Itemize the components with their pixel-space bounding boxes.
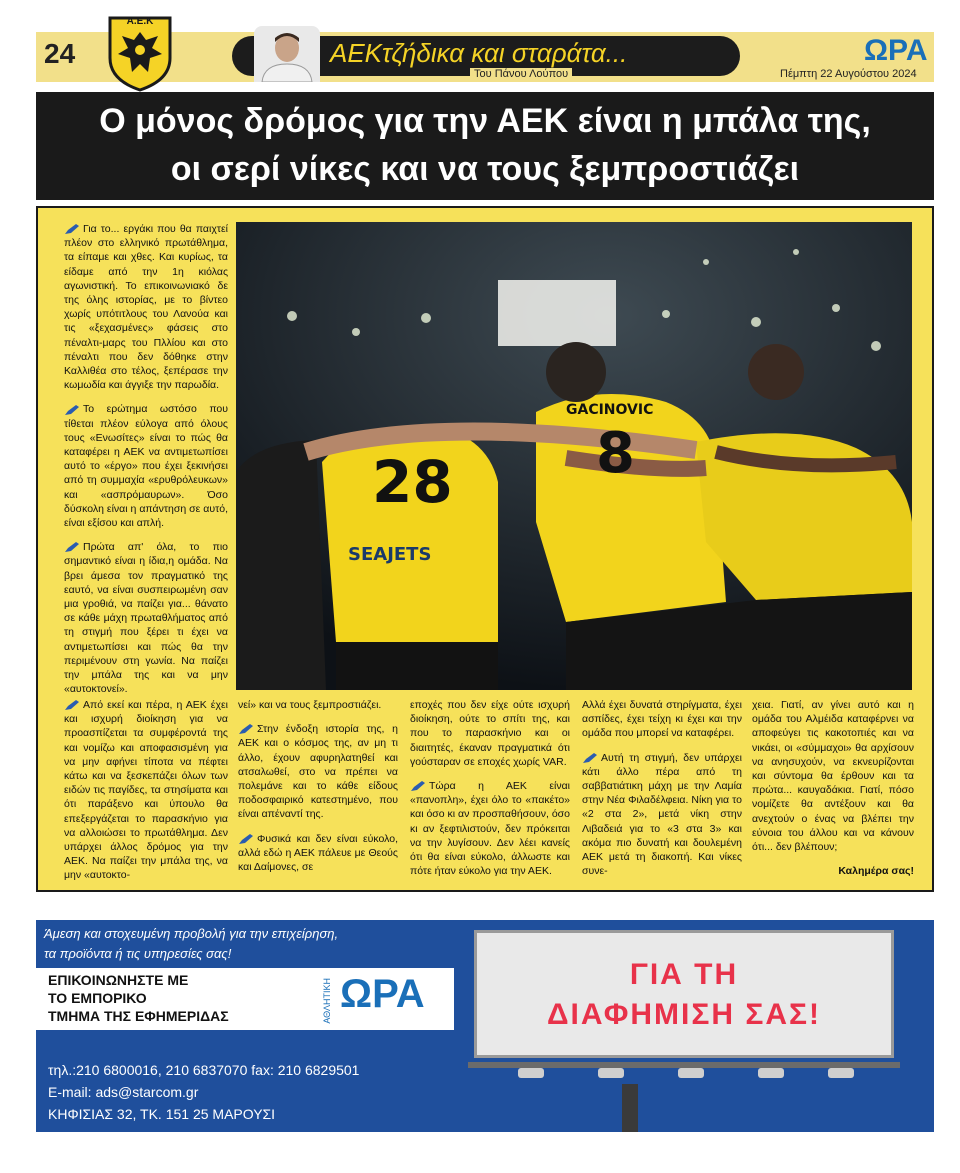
paragraph: χεια. Γιατί, αν γίνει αυτό και η ομάδα του Αλμέιδα καταφέρνει να αποφεύγει τις κακοτοπιές και να νικάει, οι «σύμμαχοι» θα αρχίσουν να ανησυχούν, να εκνευρίζονται και σύντομα θα έρθουν και τα πρώτα... καυγαδάκια. Γιατί, πόσο νομίζετε θα αντέξουν και θα ανεχτούν ο ένας να βλέπει την εύνοια του άλλου και να κάνουν ότι... δεν βλέπουν; (752, 699, 914, 854)
article-column-3 (410, 698, 570, 888)
team-huddle-photo (236, 222, 912, 690)
jersey-name: GACINOVIC (566, 402, 654, 418)
ad-contact-line-2: ΤΟ ΕΜΠΟΡΙΚΟ (48, 990, 147, 1006)
author-avatar (254, 26, 320, 82)
ad-phone: τηλ.:210 6800016, 210 6837070 fax: 210 6829501 (48, 1062, 360, 1078)
brand-logo: ΩΡΑ (864, 34, 928, 67)
sponsor-logo: SEAJETS (348, 544, 432, 565)
paragraph: Φυσικά και δεν είναι εύκολο, αλλά εδώ η ΑΕΚ πάλευε με Θεούς και Δαίμονες, σε (238, 832, 398, 874)
pen-icon (64, 404, 80, 416)
billboard-pole (622, 1084, 638, 1132)
headline-line-1: Ο μόνος δρόμος για την ΑΕΚ είναι η μπάλα της, (99, 102, 871, 140)
ad-brand-logo: ΩΡΑ (340, 972, 425, 1016)
signoff: Καλημέρα σας! (838, 865, 914, 878)
billboard-line-1: ΓΙΑ ΤΗ (629, 958, 739, 991)
article-column-1-bottom (64, 698, 228, 893)
pen-icon (410, 780, 426, 792)
jersey-number-28: 28 (372, 448, 453, 516)
issue-date: Πέμπτη 22 Αυγούστου 2024 (780, 68, 917, 80)
pen-icon (64, 223, 80, 235)
article-column-4 (582, 698, 742, 888)
billboard-line-2: ΔΙΑΦΗΜΙΣΗ ΣΑΣ! (546, 998, 822, 1031)
billboard (474, 930, 894, 1058)
article-column-5 (752, 698, 914, 888)
column-author: Του Πάνου Λούπου (470, 68, 572, 80)
pen-icon (238, 833, 254, 845)
ad-contact-line-3: ΤΜΗΜΑ ΤΗΣ ΕΦΗΜΕΡΙΔΑΣ (48, 1008, 229, 1024)
ad-address: ΚΗΦΙΣΙΑΣ 32, ΤΚ. 151 25 ΜΑΡΟΥΣΙ (48, 1106, 276, 1122)
paragraph: εποχές που δεν είχε ούτε ισχυρή διοίκηση, ούτε το σπίτι της, και που το παρασκήνιο και οι διαιτητές, έκαναν πραγματικά ότι γούσταραν σε εποχές χωρίς VAR. (410, 699, 570, 768)
article-column-2 (238, 698, 398, 884)
pen-icon (238, 723, 254, 735)
pen-icon (582, 752, 598, 764)
article-column-1-top (64, 222, 228, 707)
paragraph: Αλλά έχει δυνατά στηρίγματα, έχει ασπίδες, έχει τείχη κι έχει και την ομάδα που μπορεί να καταφέρει. (582, 699, 742, 740)
paragraph: Από εκεί και πέρα, η ΑΕΚ έχει και ισχυρή διοίκηση για να προασπίζεται τα συμφέροντά της και νομίζω και αποφασισμένη για να μην αφήνει τίποτα να πέφτει κάτω και να ξεσκεπάζει όλων των ειδών τις παγίδες, τα στησίματα και ότι παράξενο και ύπουλο θα επεξεργάζεται το παρασκήνιο για να αλλοιώσει το πρωτάθλημα. Δεν υπάρχει άλλος δρόμος για την ΑΕΚ. Να παίζει την μπάλα της, να μην «αυτοκτο- (64, 699, 228, 882)
column-title: ΑΕΚτζήδικα και σταράτα... (330, 38, 628, 68)
ad-contact-line-1: ΕΠΙΚΟΙΝΩΝΗΣΤΕ ΜΕ (48, 972, 189, 988)
ad-tagline-1: Άμεση και στοχευμένη προβολή για την επιχείρηση, (44, 926, 339, 941)
jersey-number-8: 8 (596, 421, 635, 486)
ad-logo-small: ΑΘΛΗΤΙΚΗ (322, 978, 332, 1024)
paragraph: Για το... εργάκι που θα παιχτεί πλέον στο ελληνικό πρωτάθλημα, τα είπαμε και χθες. Και κυρίως, τα είδαμε από την 1η κιόλας αγωνιστική. Το επικοινωνιακό δε της όλης ιστορίας, με το βίντεο χωρίς υπότιτλους του Λανούα και τις «ξεχασμένες» φάσεις στο πέναλτι-μαρς του Πλλίου και στο πέναλτι που δεν δόθηκε στην Καλλιθέα στο τέλος, ξεπέρασε την κωμωδία και άγγιξε την παρωδία. (64, 223, 228, 392)
paragraph: Πρώτα απ' όλα, το πιο σημαντικό είναι η ίδια,η ομάδα. Να βρει άμεσα τον πραγματικό της εαυτό, να είναι συσπειρωμένη σαν μια γροθιά, να παίζει για... θάνατο σε κάθε μάχη πρωταθλήματος από τη στιγμή που ξέρει τι έχει να αντιμετωπίσει και πώς θα την περιμένουν στη γωνία. Να παίζει την μπάλα της και να μην «αυτοκτονεί». (64, 541, 228, 696)
ad-email[interactable]: E-mail: ads@starcom.gr (48, 1084, 199, 1100)
headline-line-2: οι σερί νίκες και να τους ξεμπροστιάζει (170, 150, 800, 188)
paragraph: Το ερώτημα ωστόσο που τίθεται πλέον εύλογα από όλους τους «Ενωσίτες» είναι το πώς θα καταφέρει η ΑΕΚ να αντιμετωπίσει αυτό το «έργο» που έχει ξεκινήσει από τη συμμαχία «ερυθρόλευκων» και «ασπρόμαυρων». Όσο δύσκολη είναι η απάντηση σε αυτό, είναι εξίσου και απλή. (64, 403, 228, 530)
paragraph: Τώρα η ΑΕΚ είναι «πανοπλη», έχει όλο το «πακέτο» και όσο κι αν προσπαθήσουν, όσο κι αν ξεφτιλιστούν, δεν πρόκειται να την λυγίσουν. Δεν λέει κανείς ότι θα είναι εύκολο, άλλωστε και πότε ήταν εύκολο για την ΑΕΚ. (410, 780, 570, 878)
paragraph: Στην ένδοξη ιστορία της, η ΑΕΚ και ο κόσμος της, αν μη τι άλλο, έχουν αφυρηλατηθεί και ατσαλωθεί, στο να πρέπει να πολεμάνε και το κάθε είδους ποδοσφαιρικό κατεστημένο, που είναι απέναντί της. (238, 723, 398, 821)
billboard-lights-icon (468, 1060, 900, 1084)
ad-tagline-2: τα προϊόντα ή τις υπηρεσίες σας! (44, 946, 232, 961)
pen-icon (64, 699, 80, 711)
crest-text: Α.Ε.Κ (126, 16, 154, 27)
paragraph: Αυτή τη στιγμή, δεν υπάρχει κάτι άλλο πέρα από τη σαββατιάτικη μάχη με την Λαμία στην Νέα Φιλαδέλφεια. Νίκη για το «2 στα 2», μετά νίκη στην Λιβαδειά για το «3 στα 3» και ακόμα πιο δυνατή και δουλεμένη ΑΕΚ μετά τη διακοπή. Και νίκες συνε- (582, 751, 742, 878)
pen-icon (64, 541, 80, 553)
paragraph: νεί» και να τους ξεμπροστιάζει. (238, 699, 382, 711)
page-number: 24 (44, 38, 76, 69)
